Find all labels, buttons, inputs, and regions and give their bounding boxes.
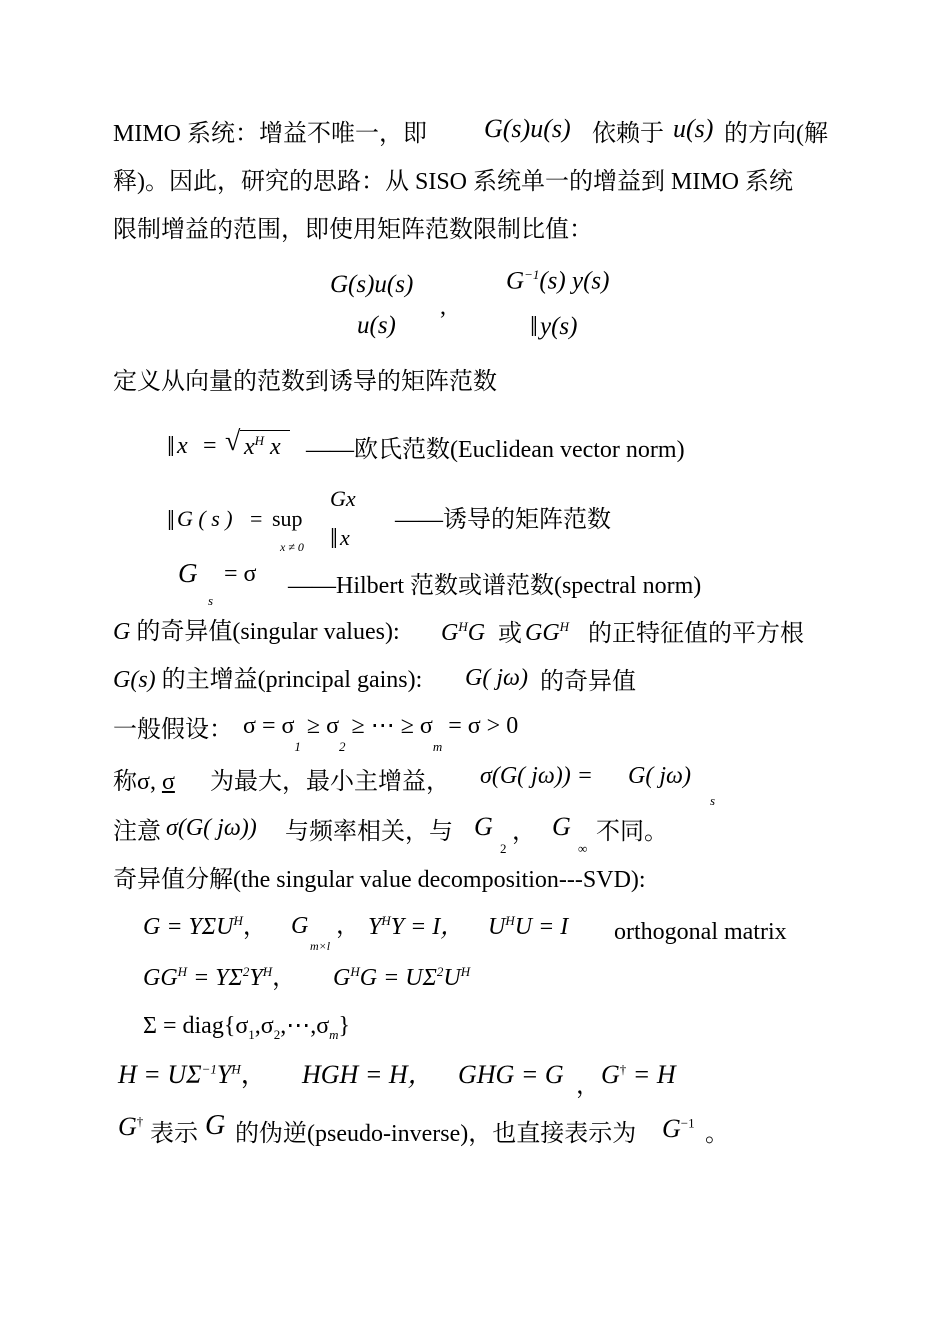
svd-l1-g: G: [291, 913, 309, 939]
singular-or: 或: [498, 621, 522, 647]
sqrt-icon: √: [225, 426, 241, 457]
pinv-b: 表示: [150, 1121, 198, 1147]
ratio-num1: G(s)u(s): [330, 271, 414, 298]
vec-rad: $x^H$ x: [244, 433, 281, 460]
note-comma: ，: [512, 819, 536, 845]
spec-desc: ——Hilbert 范数或谱范数(spectral norm): [288, 573, 702, 599]
singular-c: 的正特征值的平方根: [588, 621, 804, 647]
svd-title: 奇异值分解(the singular value decomposition---SVD):: [113, 867, 646, 893]
called-sub: s: [710, 793, 716, 808]
para1-line3: 限制增益的范围，即使用矩阵范数限制比值：: [113, 217, 593, 243]
principal-c: 的奇异值: [540, 669, 636, 695]
note-g2: G: [474, 812, 493, 841]
ind-desc: ——诱导的矩阵范数: [395, 507, 611, 533]
pinv-f: 。: [705, 1121, 729, 1147]
pinv-e: $G^{-1}$: [662, 1114, 695, 1143]
called-line: 称σ, σ: [113, 769, 175, 795]
math-gsus: G(s)u(s): [484, 114, 571, 143]
svd-l4-d: HGH = H，: [302, 1060, 434, 1089]
svd-l4-e: GHG = G: [458, 1060, 564, 1089]
svd-l4-a: $H = U\Sigma^{-1}Y^H$，: [118, 1060, 267, 1089]
ratio-num2: $G^{-1}(s)$ y(s): [506, 267, 610, 295]
spec-sub: s: [208, 593, 214, 608]
ratio-den1: u(s): [357, 312, 396, 339]
vec-lhs: x: [177, 433, 188, 459]
assume-math: $\sigma = \sigma_1 \ge \sigma_2$ ≥ ⋯ ≥ $\sigma_m = \sigma > 0$: [243, 713, 519, 754]
ind-num: Gx: [330, 486, 356, 511]
singular-line: G 的奇异值(singular values):: [113, 619, 400, 645]
svd-l4-f: G† = H: [601, 1060, 676, 1089]
math-us: u(s): [673, 114, 714, 143]
vec-eq: =: [203, 433, 217, 459]
note-subinf: ∞: [578, 841, 588, 856]
note-b: 与频率相关，与: [285, 819, 453, 845]
called-math: σ(G( jω)) =: [480, 763, 593, 789]
called-b: 为最大，最小主增益，: [210, 769, 450, 795]
svd-l1: $G = Y\Sigma U^H$，: [143, 913, 267, 940]
svd-l1-y: $Y^HY = I$，: [368, 913, 465, 940]
called-math2: G( jω): [628, 763, 691, 789]
define-line: 定义从向量的范数到诱导的矩阵范数: [113, 369, 497, 395]
pinv-d: 的伪逆(pseudo-inverse)，也直接表示为: [235, 1121, 637, 1147]
svd-l1-tail: orthogonal matrix: [614, 919, 787, 945]
norm-bars: ‖: [330, 524, 338, 555]
svd-l4-comma: ，: [576, 1073, 600, 1099]
pinv-c: G: [205, 1110, 226, 1141]
sqrt-bar: [240, 430, 290, 431]
svd-l2: $GG^H = Y\Sigma^2Y^H$，: [143, 964, 297, 991]
svd-l1-c: ，: [336, 913, 360, 939]
singular-m1: $G^HG$: [441, 619, 486, 646]
svd-l1-u: $U^HU = I$: [488, 913, 569, 940]
svd-l3: $\Sigma = diag\{\sigma_1,\sigma_2,\cdots,\sigma_m\}$: [143, 1013, 351, 1042]
ind-den: x: [340, 525, 350, 550]
singular-m2: $GG^H$: [525, 619, 570, 646]
svd-l2-b: $G^HG = U\Sigma^2U^H$: [333, 964, 471, 991]
spec-lhs: G: [178, 558, 198, 588]
ind-lhs: G ( s ): [177, 506, 233, 531]
ratio-den2: y(s): [540, 313, 578, 340]
ratio-comma: ,: [440, 294, 446, 320]
note-ginf: G: [552, 812, 571, 841]
spec-eq: = σ: [224, 561, 257, 587]
norm-bars: ‖: [530, 312, 538, 343]
note-a: 注意: [113, 819, 161, 845]
norm-bars: ‖: [167, 432, 175, 463]
para1-line2: 释)。因此，研究的思路：从 SISO 系统单一的增益到 MIMO 系统: [113, 169, 794, 195]
note-math: σ(G( jω)): [166, 815, 257, 841]
pinv-a: G†: [118, 1112, 144, 1141]
ind-sup: sup: [272, 506, 303, 531]
vec-desc: ——欧氏范数(Euclidean vector norm): [306, 437, 685, 463]
svd-l1-gsub: m×l: [310, 939, 331, 953]
principal-line: G(s) 的主增益(principal gains):: [113, 667, 423, 693]
ind-eq: =: [250, 506, 263, 531]
para1-text: 依赖于: [592, 121, 664, 147]
norm-bars: ‖: [167, 506, 175, 537]
note-c: 不同。: [596, 819, 668, 845]
note-sub2: 2: [500, 841, 507, 856]
para1-text: 的方向(解: [724, 121, 828, 147]
para1-line1: MIMO 系统：增益不唯一，即: [113, 121, 428, 147]
ind-cond: x ≠ 0: [280, 540, 304, 554]
assume-a: 一般假设：: [113, 717, 233, 743]
principal-m: G( jω): [465, 665, 528, 691]
